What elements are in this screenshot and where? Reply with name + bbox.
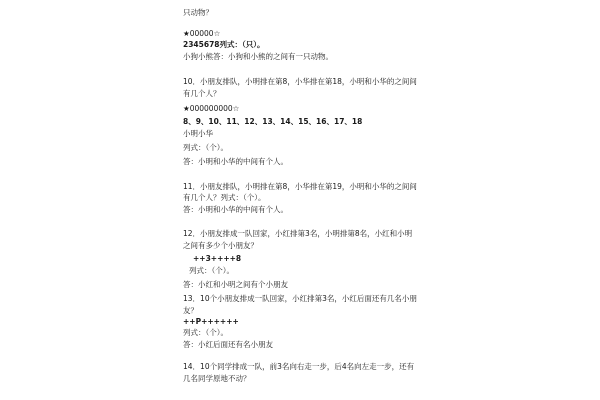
text-line: 有几个人？列式：（个）。 (183, 193, 266, 202)
text-line: 小明小华 (183, 129, 213, 138)
answer-line: 答：小明和小华的中间有个人。 (183, 157, 288, 166)
question-13-line: 13．10个小朋友排成一队回家，小红排第3名，小红后面还有几名小朋 (183, 294, 417, 303)
formula-line: 列式：（个）。 (183, 328, 228, 337)
formula-line: 列式：（个）。 (189, 266, 234, 275)
text-line: 小狗小熊答：小狗和小熊的之间有一只动物。 (183, 52, 333, 61)
text-line: 友？ (183, 306, 198, 315)
text-line: 几名同学原地不动？ (183, 374, 251, 383)
diagram-line: ++P++++++ (183, 317, 239, 326)
text-line: ★00000☆ (183, 29, 221, 38)
answer-line: 答：小红和小明之间有个小朋友 (183, 280, 288, 289)
text-line: 之间有多少个小朋友？ (183, 241, 258, 250)
question-10-line: 10．小朋友排队，小明排在第8，小华排在第18，小明和小华的之间间 (183, 77, 417, 86)
number-sequence: 8、9、10、11、12、13、14、15、16、17、18 (183, 117, 363, 126)
text-line: 只动物？ (183, 8, 213, 17)
diagram-line: ++3++++8 (193, 254, 242, 263)
text-line: 有几个人？ (183, 89, 221, 98)
answer-line: 答：小明和小华的中间有个人。 (183, 205, 288, 214)
question-12-line: 12．小朋友排成一队回家，小红排第3名，小明排第8名，小红和小明 (183, 229, 413, 238)
question-11-line: 11．小朋友排队，小明排在第8，小华排在第19，小明和小华的之间间 (183, 182, 417, 191)
formula-line: 列式：（个）。 (183, 143, 228, 152)
text-line: 2345678列式：（只）。 (183, 40, 265, 49)
answer-line: 答：小红后面还有名小朋友 (183, 340, 273, 349)
text-line: ★000000000☆ (183, 104, 240, 113)
question-14-line: 14．10个同学排成一队，前3名向右走一步，后4名向左走一步，还有 (183, 362, 415, 371)
